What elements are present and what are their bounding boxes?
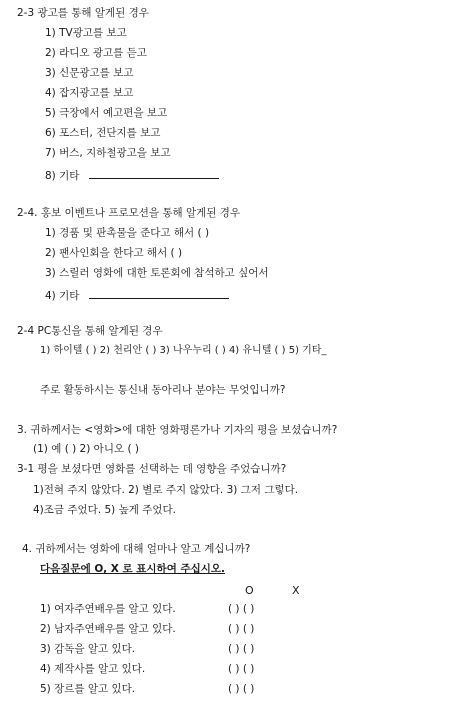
- q3-1-question: 3-1 평을 보셨다면 영화를 선택하는 데 영향을 주었습니까?: [17, 463, 287, 475]
- section-2-3-item-1: 1) TV광고를 보고: [45, 27, 127, 39]
- q3-question: 3. 귀하께서는 <영화>에 대한 영화평론가나 기자의 평을 보셨습니까?: [17, 424, 338, 436]
- section-2-4a-item-4: [45, 288, 229, 302]
- section-2-3-item-4: 4) 잡지광고를 보고: [45, 87, 134, 99]
- q4-item-5: 5) 장르를 알고 있다.: [40, 683, 136, 695]
- section-2-4a-heading: 2-4. 홍보 이벤트나 프로모션을 통해 알게된 경우: [17, 207, 241, 219]
- q4-item-4: 4) 제작사를 알고 있다.: [40, 663, 146, 675]
- q4-item-2: 2) 남자주연배우를 알고 있다.: [40, 623, 176, 635]
- q4-item-1: 1) 여자주연배우를 알고 있다.: [40, 603, 176, 615]
- section-2-4b-options: 1) 하이텔 ( ) 2) 천리안 ( ) 3) 나우누리 ( ) 4) 유니텔 ( ) 5) 기타_: [40, 345, 327, 356]
- q4-item-2-answer[interactable]: ( ) ( ): [228, 623, 255, 635]
- section-2-4a-item-4-label: 4) 기타: [45, 290, 80, 302]
- q4-item-4-answer[interactable]: ( ) ( ): [228, 663, 255, 675]
- section-2-4a-item-3: 3) 스릴러 영화에 대한 토론회에 참석하고 싶어서: [45, 267, 269, 279]
- q4-item-5-answer[interactable]: ( ) ( ): [228, 683, 255, 695]
- section-2-3-item-2: 2) 라디오 광고를 듣고: [45, 47, 147, 59]
- q3-options: (1) 예 ( ) 2) 아니오 ( ): [33, 443, 139, 455]
- q4-column-x: X: [292, 584, 300, 597]
- q4-item-1-answer[interactable]: ( ) ( ): [228, 603, 255, 615]
- section-2-4a-item-1: 1) 경품 및 판촉물을 준다고 해서 ( ): [45, 227, 210, 239]
- section-2-3-heading: 2-3 광고를 통해 알게된 경우: [17, 7, 149, 19]
- q3-1-options-line-2: 4)조금 주었다. 5) 높게 주었다.: [33, 504, 177, 516]
- section-2-3-item-8: [45, 168, 219, 182]
- section-2-3-other-blank[interactable]: [89, 168, 219, 179]
- q4-item-3: 3) 감독을 알고 있다.: [40, 643, 136, 655]
- section-2-3-item-3: 3) 신문광고를 보고: [45, 67, 134, 79]
- section-2-4b-question: 주로 활동하시는 통신내 동아리나 분야는 무엇입니까?: [40, 384, 286, 396]
- section-2-3-item-7: 7) 버스, 지하철광고을 보고: [45, 147, 171, 159]
- q4-question: 4. 귀하께서는 영화에 대해 얼마나 알고 계십니까?: [22, 543, 251, 555]
- section-2-4a-item-2: 2) 팬사인회을 한다고 해서 ( ): [45, 247, 183, 259]
- section-2-3-item-5: 5) 극장에서 예고편을 보고: [45, 107, 168, 119]
- section-2-3-item-6: 6) 포스터, 전단지를 보고: [45, 127, 161, 139]
- q4-item-3-answer[interactable]: ( ) ( ): [228, 643, 255, 655]
- q3-1-options-line-1: 1)전혀 주지 않았다. 2) 별로 주지 않았다. 3) 그저 그렇다.: [33, 484, 299, 496]
- q4-column-o: O: [245, 584, 254, 597]
- section-2-4b-heading: 2-4 PC통신을 통해 알게된 경우: [17, 325, 163, 337]
- section-2-4a-other-blank[interactable]: [89, 288, 229, 299]
- section-2-3-item-8-label: 8) 기타: [45, 170, 80, 182]
- q4-instruction: 다음질문에 O, X 로 표시하여 주십시오.: [40, 563, 226, 575]
